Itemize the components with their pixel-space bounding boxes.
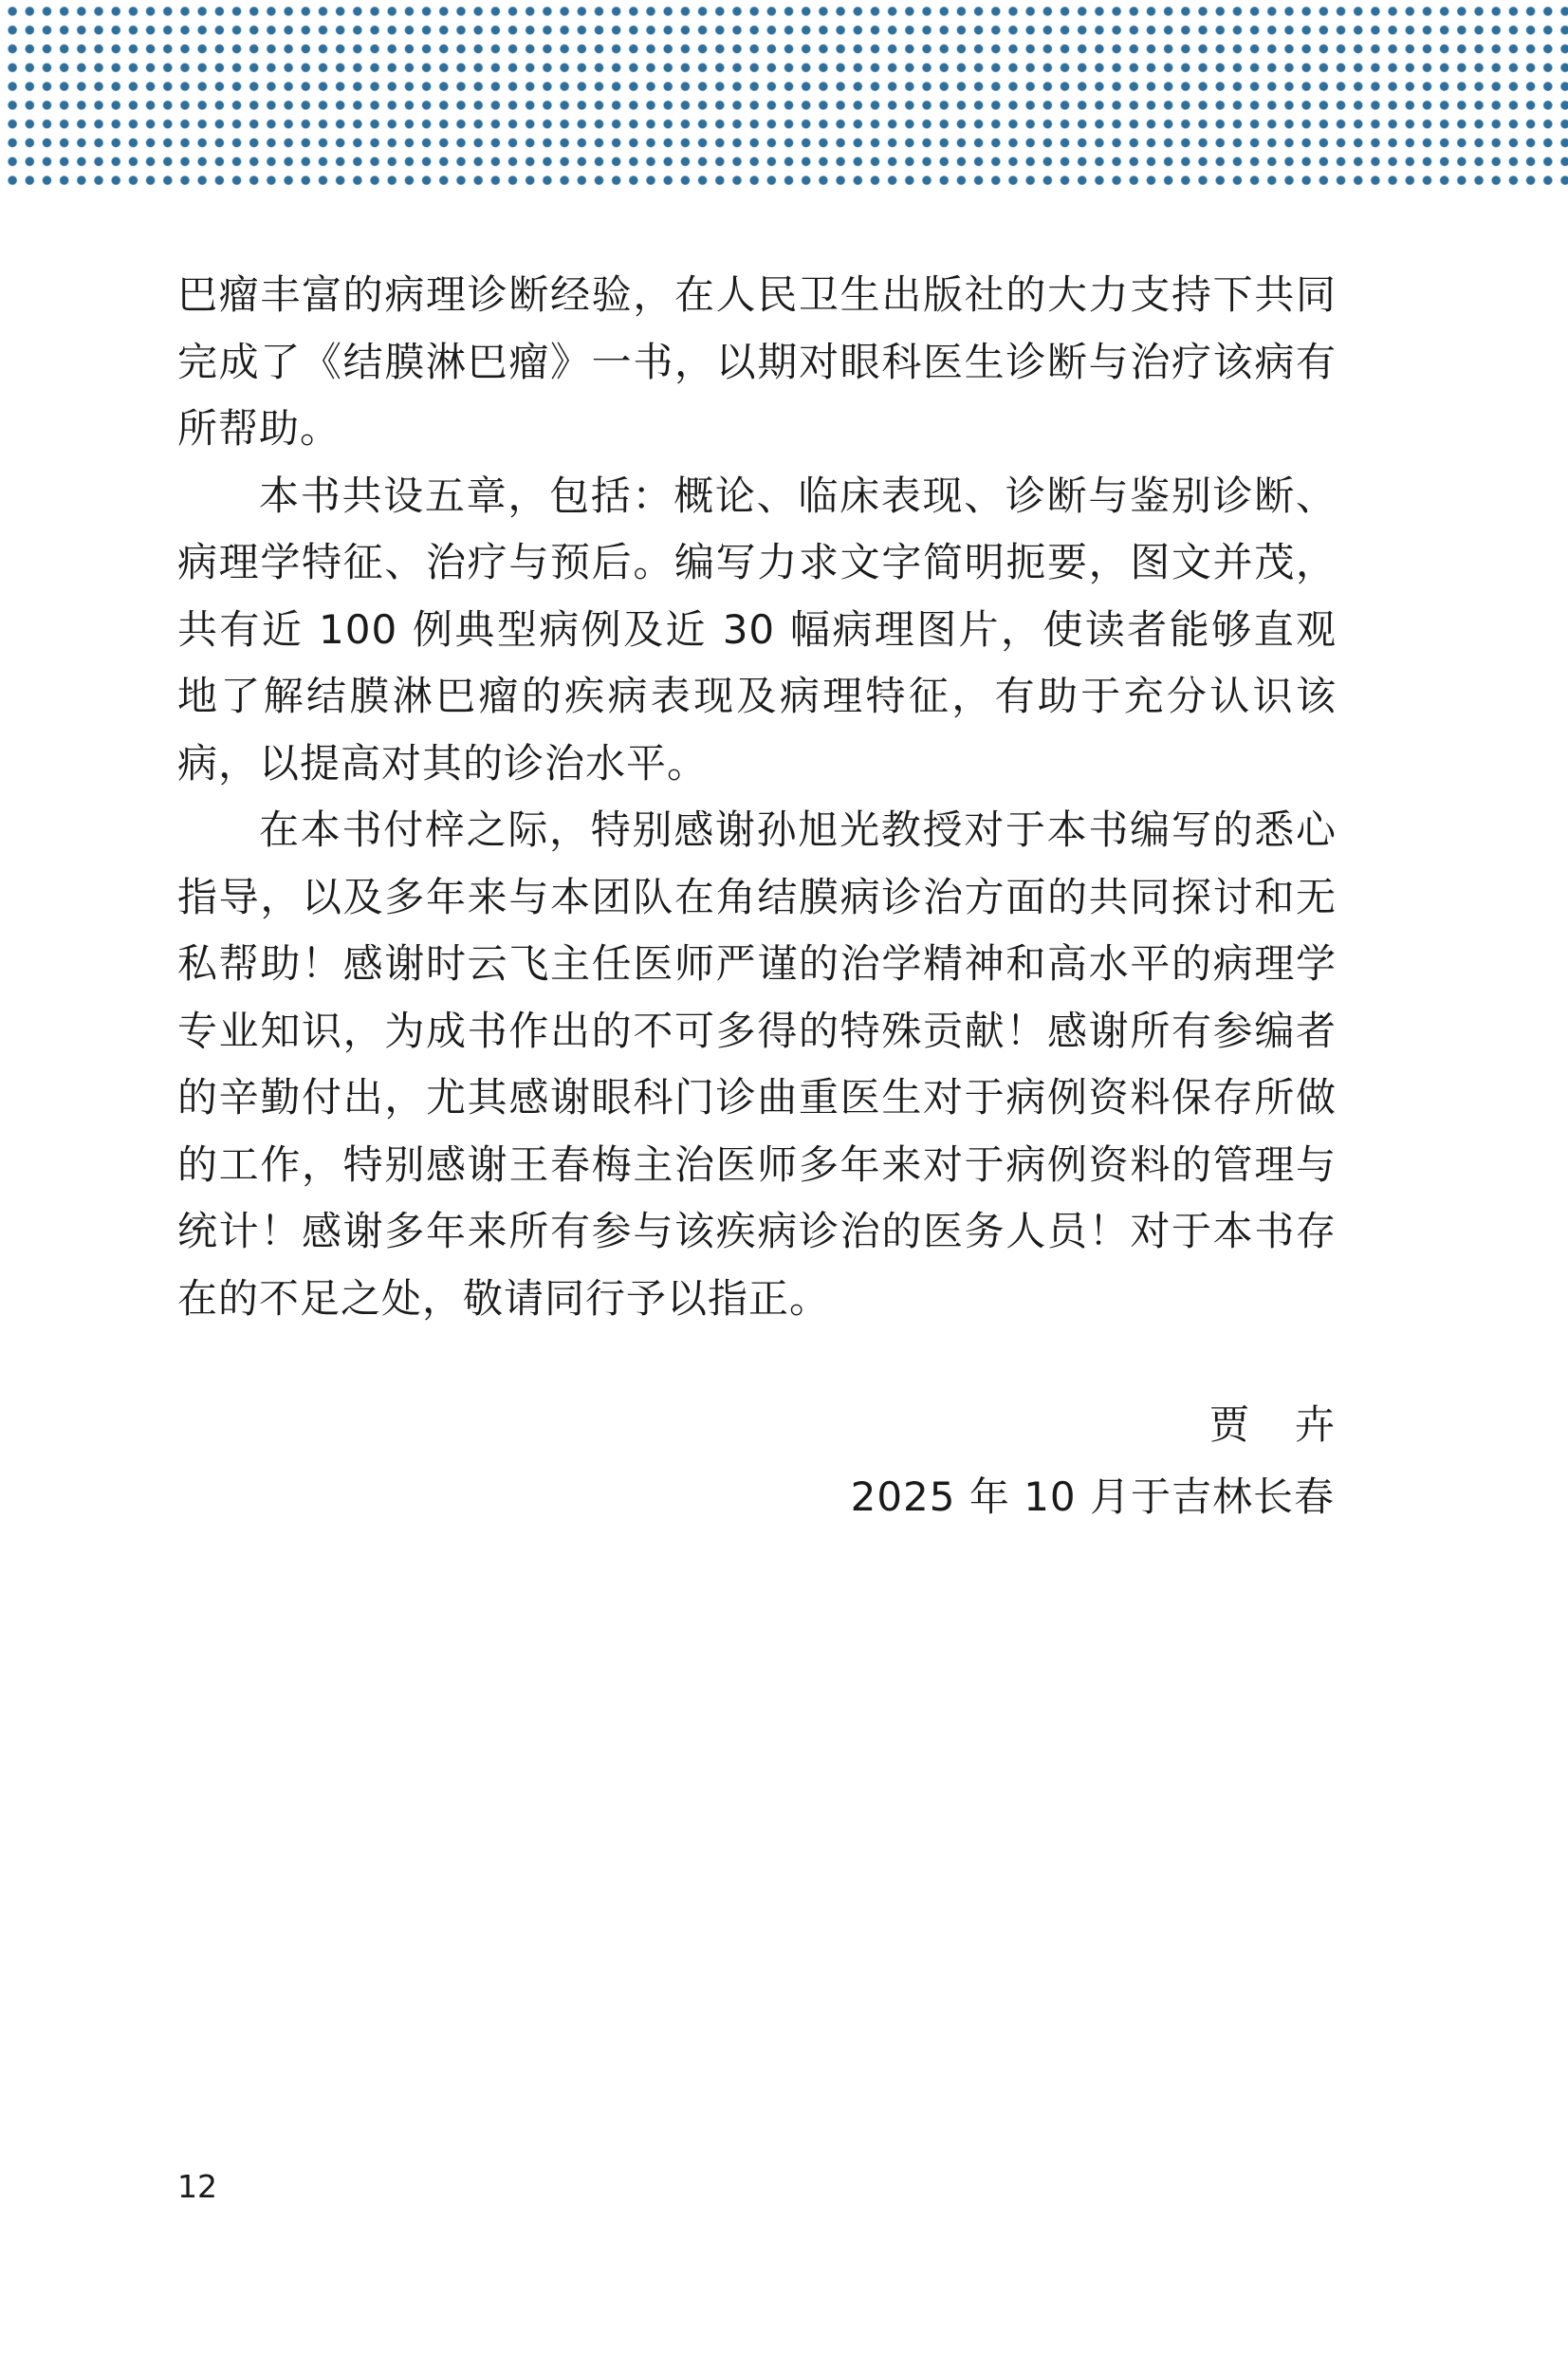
paragraph-continued: 巴瘤丰富的病理诊断经验，在人民卫生出版社的大力支持下共同完成了《结膜淋巴瘤》一书，以期对眼科医生诊断与治疗该病有所帮助。 (177, 271, 1337, 452)
preface-body (177, 262, 1337, 1332)
dotted-header-band (0, 0, 1568, 188)
signature-date-place: 2025 年 10 月于吉林长春 (850, 1473, 1335, 1520)
paragraph-chapters: 本书共设五章，包括：概论、临床表现、诊断与鉴别诊断、病理学特征、治疗与预后。编写力求文字简明扼要，图文并茂，共有近 100 例典型病例及近 30 幅病理图片，使读者能够直观地了解结膜淋巴瘤的疾病表现及病理特征，有助于充分认识该病，以提高对其的诊治水平。 (177, 472, 1337, 787)
author-signature: 贾卉 (1208, 1401, 1380, 1448)
paragraph-acknowledgements: 在本书付梓之际，特别感谢孙旭光教授对于本书编写的悉心指导，以及多年来与本团队在角结膜病诊治方面的共同探讨和无私帮助！感谢时云飞主任医师严谨的治学精神和高水平的病理学专业知识，为成书作出的不可多得的特殊贡献！感谢所有参编者的辛勤付出，尤其感谢眼科门诊曲重医生对于病例资料保存所做的工作，特别感谢王春梅主治医师多年来对于病例资料的管理与统计！感谢多年来所有参与该疾病诊治的医务人员！对于本书存在的不足之处，敬请同行予以指正。 (177, 806, 1337, 1322)
page-number: 12 (177, 2168, 217, 2205)
